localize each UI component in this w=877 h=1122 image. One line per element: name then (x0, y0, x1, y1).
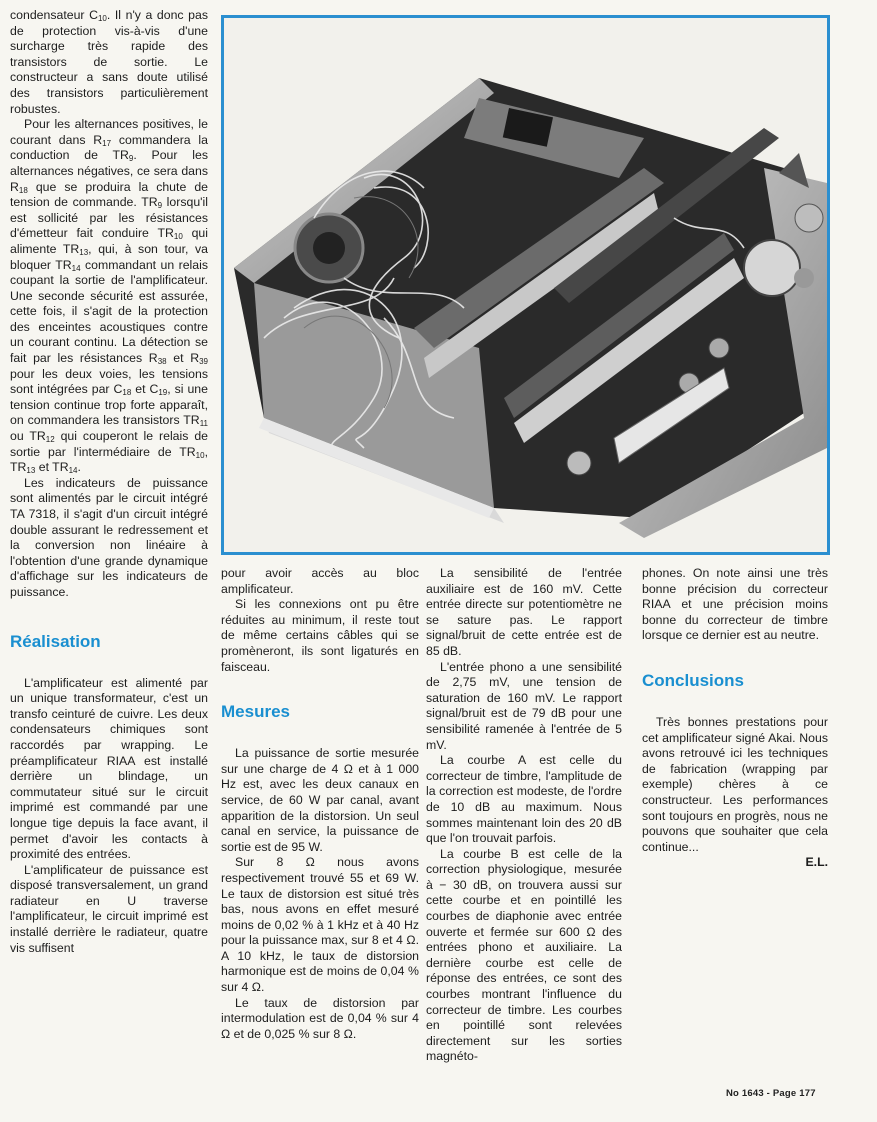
col3-body (426, 566, 622, 1065)
knob-6 (567, 451, 591, 475)
col4-body-bottom (642, 715, 828, 855)
heading-mesures: Mesures (221, 702, 290, 722)
paragraph: Les indicateurs de puissance sont alimentés par le circuit intégré TA 7318, il s'agit d'un circuit intégré double assurant le redressement et la conversion non linéaire à l'obtention d'une grande dynamique d'affichage sur les indicateurs de puissance. (10, 475, 208, 599)
paragraph: pour avoir accès au bloc amplificateur. (221, 566, 419, 596)
paragraph: Si les connexions ont pu être réduites au minimum, il reste tout de même certains câbles qui se promèneront, ils sont ligaturés en faisceau. (221, 597, 419, 674)
col1-body-top (10, 8, 208, 601)
knob-3 (794, 268, 814, 288)
paragraph: La sensibilité de l'entrée auxiliaire est de 160 mV. Cette entrée directe sur potentiomètre ne se sature pas. Le rapport signal/bruit de cette entrée est de 85 dB. (426, 566, 622, 658)
paragraph: La puissance de sortie mesurée sur une charge de 4 Ω et à 1 000 Hz est, avec les deux canaux en service, de 60 W par canal, avant apparition de la distorsion. Un seul canal en service, la puissance de sortie est de 95 W. (221, 746, 419, 854)
knob-4 (709, 338, 729, 358)
amplifier-photo (221, 15, 830, 555)
col2-body-bottom (221, 746, 419, 1042)
heading-realisation: Réalisation (10, 631, 101, 651)
paragraph: Sur 8 Ω nous avons respectivement trouvé 55 et 69 W. Le taux de distorsion est situé très bas, nous avons en effet mesuré moins de 0,02 % à 1 kHz et à 40 Hz pour la puissance max, sur 8 et 4 Ω. A 10 kHz, le taux de distorsion harmonique est de moins de 0,04 % sur 4 Ω. (221, 855, 419, 995)
amplifier-interior-illustration (224, 18, 827, 552)
col4-body-top (642, 566, 828, 644)
heading-conclusions: Conclusions (642, 670, 745, 690)
knob-2 (744, 240, 800, 296)
paragraph: Très bonnes prestations pour cet amplificateur signé Akai. Nous avons retrouvé ici les techniques de fabrication (wrapping par exemple) chères à ce constructeur. Les performances sont toujours en progrès, nous ne pouvons que souhaiter que cela continue... (642, 714, 828, 854)
paragraph: condensateur $C_{10}$. Il n'y a donc pas de protection vis-à-vis d'une surcharge très rapide des transistors de sortie. Le constructeur a sans doute utilisé des transistors particulièrement robustes. (10, 8, 208, 116)
paragraph: La courbe B est celle de la correction physiologique, mesurée à − 30 dB, on trouvera aussi sur cette courbe et en pointillé les courbes de diaphonie avec entrée ouverte et fermée sur 600 Ω des entrées phono et auxiliaire. La dernière courbe est celle de réponse des entrées, ce sont des courbes montrant l'influence du correcteur de timbre. Les courbes en pointillé sont relevées directement sur les sorties magnéto- (426, 846, 622, 1064)
paragraph: L'amplificateur de puissance est disposé transversalement, un grand radiateur en U traverse l'amplificateur, le circuit imprimé est installé derrière le radiateur, quatre vis suffisent (10, 862, 208, 955)
text-column-3 (426, 566, 622, 1065)
paragraph: phones. On note ainsi une très bonne précision du correcteur RIAA et une précision moins bonne du correcteur de timbre lorsque ce dernier est au neutre. (642, 566, 828, 643)
knob-1 (795, 204, 823, 232)
paragraph: L'entrée phono a une sensibilité de 2,75 mV, une tension de saturation de 160 mV. Le rapport signal/bruit est de 79 dB pour une sensibilité ramenée à l'entrée de 5 mV. (426, 659, 622, 752)
col2-body-top (221, 566, 419, 675)
text-column-1 (10, 8, 208, 956)
col1-body-bottom (10, 676, 208, 957)
paragraph: L'amplificateur est alimenté par un unique transformateur, c'est un transfo ceinturé de cuivre. Les deux condensateurs chimiques sont raccordés par wrapping. Le préamplificateur RIAA est installé derrière un blindage, un commutateur situé sur le circuit imprimé est commandé par une longue tige depuis la face avant, il permet d'avoir les contacts à proximité des entrées. (10, 675, 208, 862)
paragraph: Pour les alternances positives, le courant dans $R_{17}$ commandera la conduction de $TR_9$. Pour les alternances négatives, ce sera dans $R_{18}$ que se produira la chute de tension de commande. $TR_9$ lorsqu'il est sollicité par les résistances d'émetteur fait conduire $TR_{10}$ qui alimente $TR_{13}$, qui, à son tour, va bloquer $TR_{14}$ commandant un relais coupant la sortie de l'amplificateur. Une seconde sécurité est assurée, cette fois, il s'agit de la protection des enceintes acoustiques contre un courant continu. La détection se fait par les résistances $R_{38}$ et $R_{39}$ pour les deux voies, les tensions sont intégrées par $C_{18}$ et $C_{19}$, si une tension continue trop forte apparaît, on commandera les transistors $TR_{11}$ ou $TR_{12}$ qui couperont le relais de sortie par l'intermédiaire de $TR_{10}$, $TR_{13}$ et $TR_{14}$. (10, 117, 209, 476)
text-column-4 (642, 566, 828, 871)
text-column-2 (221, 566, 419, 1042)
paragraph: Le taux de distorsion par intermodulation est de 0,04 % sur 4 Ω et de 0,025 % sur 8 Ω. (221, 995, 419, 1041)
page-folio: No 1643 - Page 177 (726, 1088, 816, 1099)
author-signature: E.L. (805, 855, 828, 870)
paragraph: La courbe A est celle du correcteur de timbre, l'amplitude de la correction est modeste, de l'ordre de 10 dB au maximum. Nous sommes maintenant loin des 20 dB que l'on trouvait parfois. (426, 753, 622, 846)
